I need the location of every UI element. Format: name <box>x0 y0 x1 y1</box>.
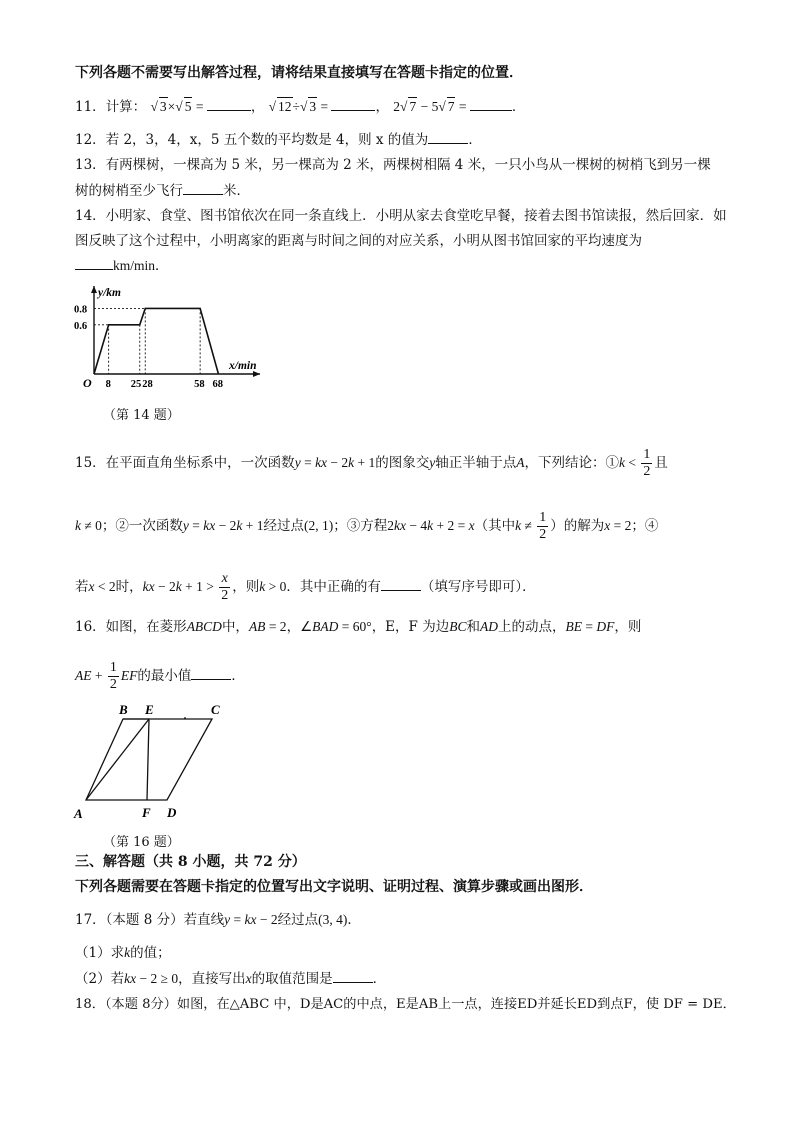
label-d: D <box>167 805 177 820</box>
section-3-title: 三、解答题（共 8 小题，共 72 分） <box>75 854 306 870</box>
question-12: 12．若 2，3，4，x，5 五个数的平均数是 4，则 x 的值为 ． <box>75 132 482 148</box>
small-mark <box>184 717 186 719</box>
label-c: C <box>211 702 220 717</box>
x-tick-label-1: 25 <box>130 379 142 390</box>
y-tick-label-0: 0.6 <box>74 320 88 332</box>
q14-distance-time-chart <box>72 282 272 394</box>
x-tick-label-3: 58 <box>194 379 205 390</box>
question-15-line3: 若x < 2时，kx − 2k + 1 > $\frac{x}{2}$ ，则k > 0．其中正确的有 （填写序号即可）． <box>75 571 536 603</box>
y-tick-label-1: 0.8 <box>74 304 88 316</box>
x-axis-label: x/min <box>229 360 257 372</box>
question-11: 11．计算： √ 3×√ 5 = ， √ 12÷√ 3 = ， 2√ 7 − 5√ 7 = ． <box>75 99 526 115</box>
question-14-line2: 图反映了这个过程中，小明离家的距离与时间之间的对应关系，小明从图书馆回家的平均速度为 <box>75 233 642 249</box>
question-17-part1: （1）求k的值； <box>75 945 171 961</box>
question-14-line1: 14．小明家、食堂、图书馆依次在同一条直线上．小明从家去食堂吃早餐，接着去图书馆读报，然后回家．如 <box>75 208 727 224</box>
question-18: 18．（本题 8分）如图，在△ABC 中，D是AC的中点，E是AB上一点，连接ED并延长ED到点F，使 DF = DE． <box>75 997 736 1012</box>
origin-label: O <box>83 376 92 390</box>
y-axis-label: y/km <box>98 287 121 299</box>
question-16-line1: 16．如图，在菱形ABCD中，AB = 2，∠BAD = 60°，E，F 为边BC和AD上的动点，BE = DF，则 <box>75 619 642 635</box>
question-16-line2: AE + $\frac{1}{2}$ EF的最小值 ． <box>75 660 245 692</box>
question-17-part2: （2）若kx − 2 ≥ 0，直接写出x的取值范围是 ． <box>75 971 387 987</box>
x-tick-label-2: 28 <box>142 379 153 390</box>
segment-ef <box>147 719 149 800</box>
label-a: A <box>74 806 83 821</box>
y-axis-arrow <box>91 286 97 293</box>
question-14-line3: km/min． <box>75 257 169 275</box>
question-13-line2: 树的树梢至少飞行 米． <box>75 183 250 199</box>
q16-caption: （第 16 题） <box>103 835 180 850</box>
section-3-instruction: 下列各题需要在答题卡指定的位置写出文字说明、证明过程、演算步骤或画出图形． <box>75 879 593 895</box>
label-f: F <box>142 805 151 820</box>
question-15-line1: 15．在平面直角坐标系中，一次函数y = kx − 2k + 1的图象交y轴正半轴于点A，下列结论：①k < $\frac{1}{2}$ 且 <box>75 447 668 479</box>
question-15-line2: k ≠ 0；②一次函数y = kx − 2k + 1经过点(2, 1)；③方程2kx − 4k + 2 = x（其中k ≠ $\frac{1}{2}$ ）的解为x = 2；④ <box>75 510 659 542</box>
q14-caption: （第 14 题） <box>103 408 180 423</box>
x-tick-label-4: 68 <box>212 379 223 390</box>
question-13-line1: 13．有两棵树，一棵高为 5 米，另一棵高为 2 米，两棵树相隔 4 米，一只小鸟从一棵树的树梢飞到另一棵 <box>75 157 711 173</box>
fill-in-instruction: 下列各题不需要写出解答过程，请将结果直接填写在答题卡指定的位置． <box>75 65 523 81</box>
q16-rhombus-figure <box>70 700 230 825</box>
label-e: E <box>145 702 154 717</box>
x-tick-label-0: 8 <box>105 379 111 390</box>
label-b: B <box>119 702 128 717</box>
question-17: 17．（本题 8 分）若直线y = kx − 2经过点(3, 4)． <box>75 912 361 928</box>
